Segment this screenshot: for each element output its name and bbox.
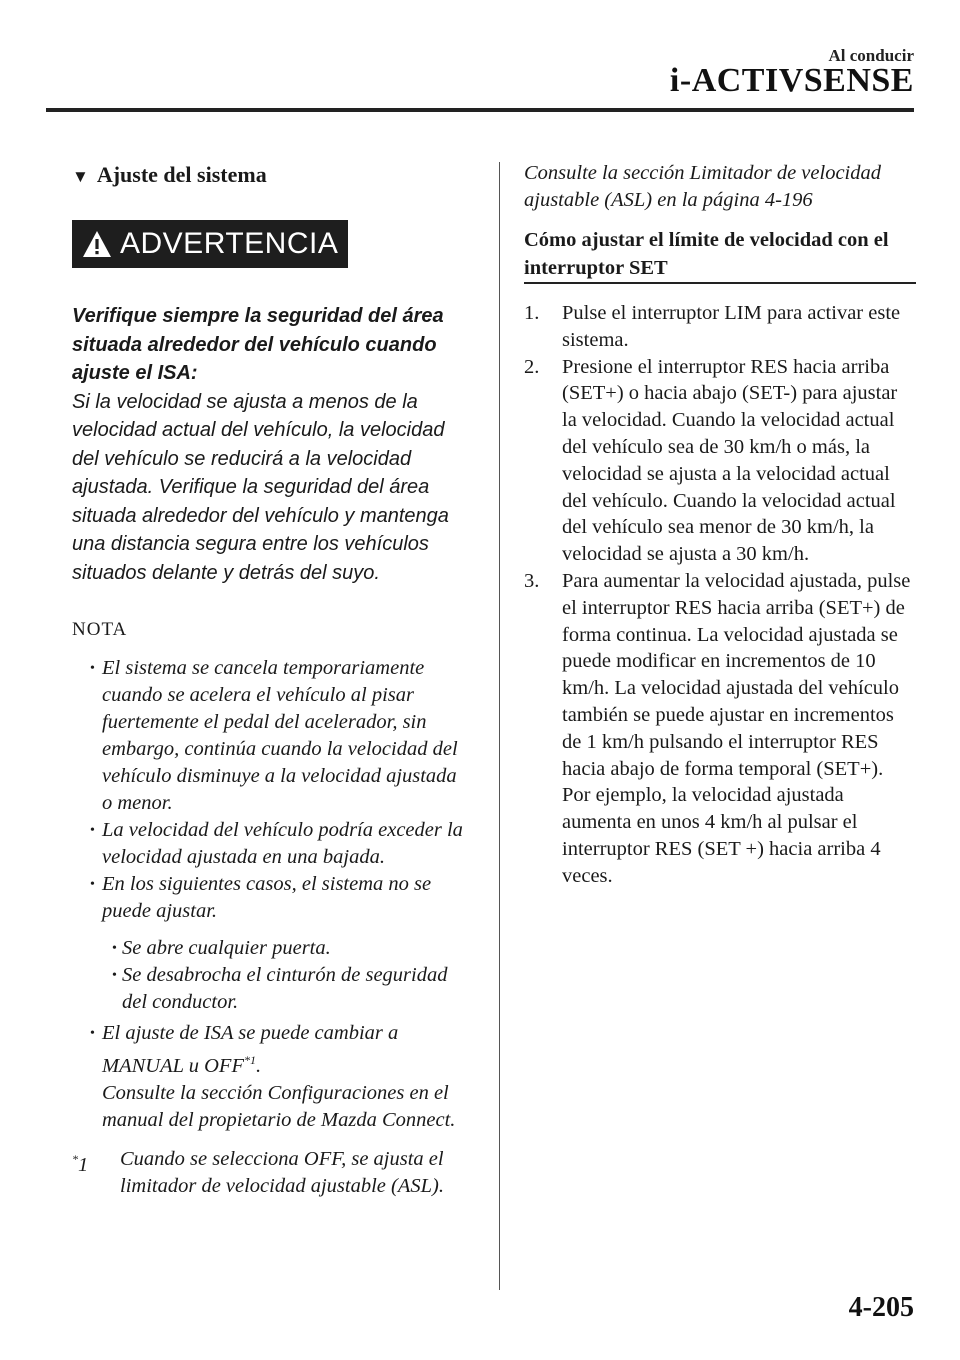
step-number: 1. [524, 302, 540, 324]
section-title: i-ACTIVSENSE [669, 62, 914, 99]
bullet-icon: • [90, 661, 95, 676]
warning-text [72, 302, 468, 587]
warning-lead: Verifique siempre la seguridad del área situada alrededor del vehículo cuando ajuste el ISA: [72, 305, 444, 384]
left-column [72, 160, 468, 1200]
step-text: Pulse el interruptor LIM para activar este sistema. [562, 302, 901, 351]
chapter-title: Al conducir [828, 46, 914, 65]
bullet-icon: • [90, 1026, 95, 1041]
subheading: Cómo ajustar el límite de velocidad con el interruptor SET [524, 226, 916, 284]
note-text: El ajuste de ISA se puede cambiar a MANUAL u OFF [102, 1022, 399, 1077]
note-item [72, 817, 468, 871]
note-item [72, 871, 468, 925]
step-text: Presione el interruptor RES hacia arriba (SET+) o hacia abajo (SET-) para ajustar la velocidad. Cuando la velocidad actual del vehículo sea de 30 km/h o más, la velocidad se ajusta a la velocidad actual del vehículo. Cuando la velocidad actual del vehículo sea menor de 30 km/h, la velocidad se ajusta a 30 km/h. [562, 355, 898, 566]
note-text-end: . [255, 1054, 262, 1077]
section-heading-text: Ajuste del sistema [96, 162, 267, 187]
bullet-icon: • [112, 968, 117, 983]
subnote-text: Se desabrocha el cinturón de seguridad del conductor. [122, 964, 448, 1013]
step-text: Para aumentar la velocidad ajustada, pulse el interruptor RES hacia arriba (SET+) de forma continua. La velocidad ajustada se puede modificar en incrementos de 10 km/h. La velocidad ajustada del vehículo también se puede ajustar en incrementos de 1 km/h pulsando el interruptor RES hacia abajo de forma temporal (SET+). Por ejemplo, la velocidad ajustada aumenta en unos 4 km/h al pulsar el interruptor RES (SET +) hacia arriba 4 veces. [562, 569, 911, 887]
section-heading [72, 160, 468, 192]
subnote-text: Se abre cualquier puerta. [122, 937, 331, 959]
subnote-container [72, 935, 468, 1016]
step-item [524, 568, 916, 890]
reference-text: Consulte la sección Limitador de velocidad ajustable (ASL) en la página 4-196 [524, 162, 881, 211]
step-item [524, 300, 916, 354]
subnote-item [72, 962, 468, 1016]
note-item [72, 655, 468, 817]
warning-banner [72, 220, 348, 268]
footnote-number: 1 [78, 1153, 89, 1176]
triangle-down-icon: ▼ [72, 167, 89, 186]
note-text: En los siguientes casos, el sistema no se puede ajustar. [102, 873, 432, 922]
note-consult-text: Consulte la sección Configuraciones en el manual del propietario de Mazda Connect. [102, 1081, 456, 1131]
right-column [524, 160, 916, 890]
column-divider [499, 162, 500, 1290]
note-text: La velocidad del vehículo podría exceder la velocidad ajustada en una bajada. [102, 819, 463, 868]
subnote-item [72, 935, 468, 962]
warning-body: Si la velocidad se ajusta a menos de la velocidad actual del vehículo, la velocidad del vehículo se reducirá a la velocidad ajustada. Verifique la seguridad del área situada alrededor del vehículo y mantenga una distancia segura entre los vehículos situados delante y detrás del suyo. [72, 390, 449, 584]
warning-label: ADVERTENCIA [120, 227, 339, 260]
page-number: 4-205 [848, 1292, 914, 1323]
footnote-reference: *1 [243, 1053, 256, 1067]
warning-triangle-icon [82, 230, 112, 258]
bullet-icon: • [90, 877, 95, 892]
subnote-list [72, 935, 468, 1016]
note-label: NOTA [72, 619, 128, 640]
bullet-icon: • [90, 823, 95, 838]
note-item [72, 1020, 468, 1134]
steps-list [524, 300, 916, 890]
footnote-asterisk: * [72, 1151, 78, 1166]
step-number: 3. [524, 569, 540, 592]
bullet-icon: • [112, 941, 117, 956]
footnote [72, 1146, 468, 1200]
note-text: El sistema se cancela temporariamente cuando se acelera el vehículo al pisar fuertemente el pedal del acelerador, sin embargo, continúa cuando la velocidad del vehículo disminuye a la velocidad ajustada o menor. [102, 657, 458, 814]
header-rule [46, 108, 914, 112]
footnote-text: Cuando se selecciona OFF, se ajusta el limitador de velocidad ajustable (ASL). [120, 1147, 444, 1197]
step-number: 2. [524, 355, 540, 378]
note-list [72, 655, 468, 1134]
step-item [524, 354, 916, 568]
footnote-marker [72, 1146, 88, 1179]
